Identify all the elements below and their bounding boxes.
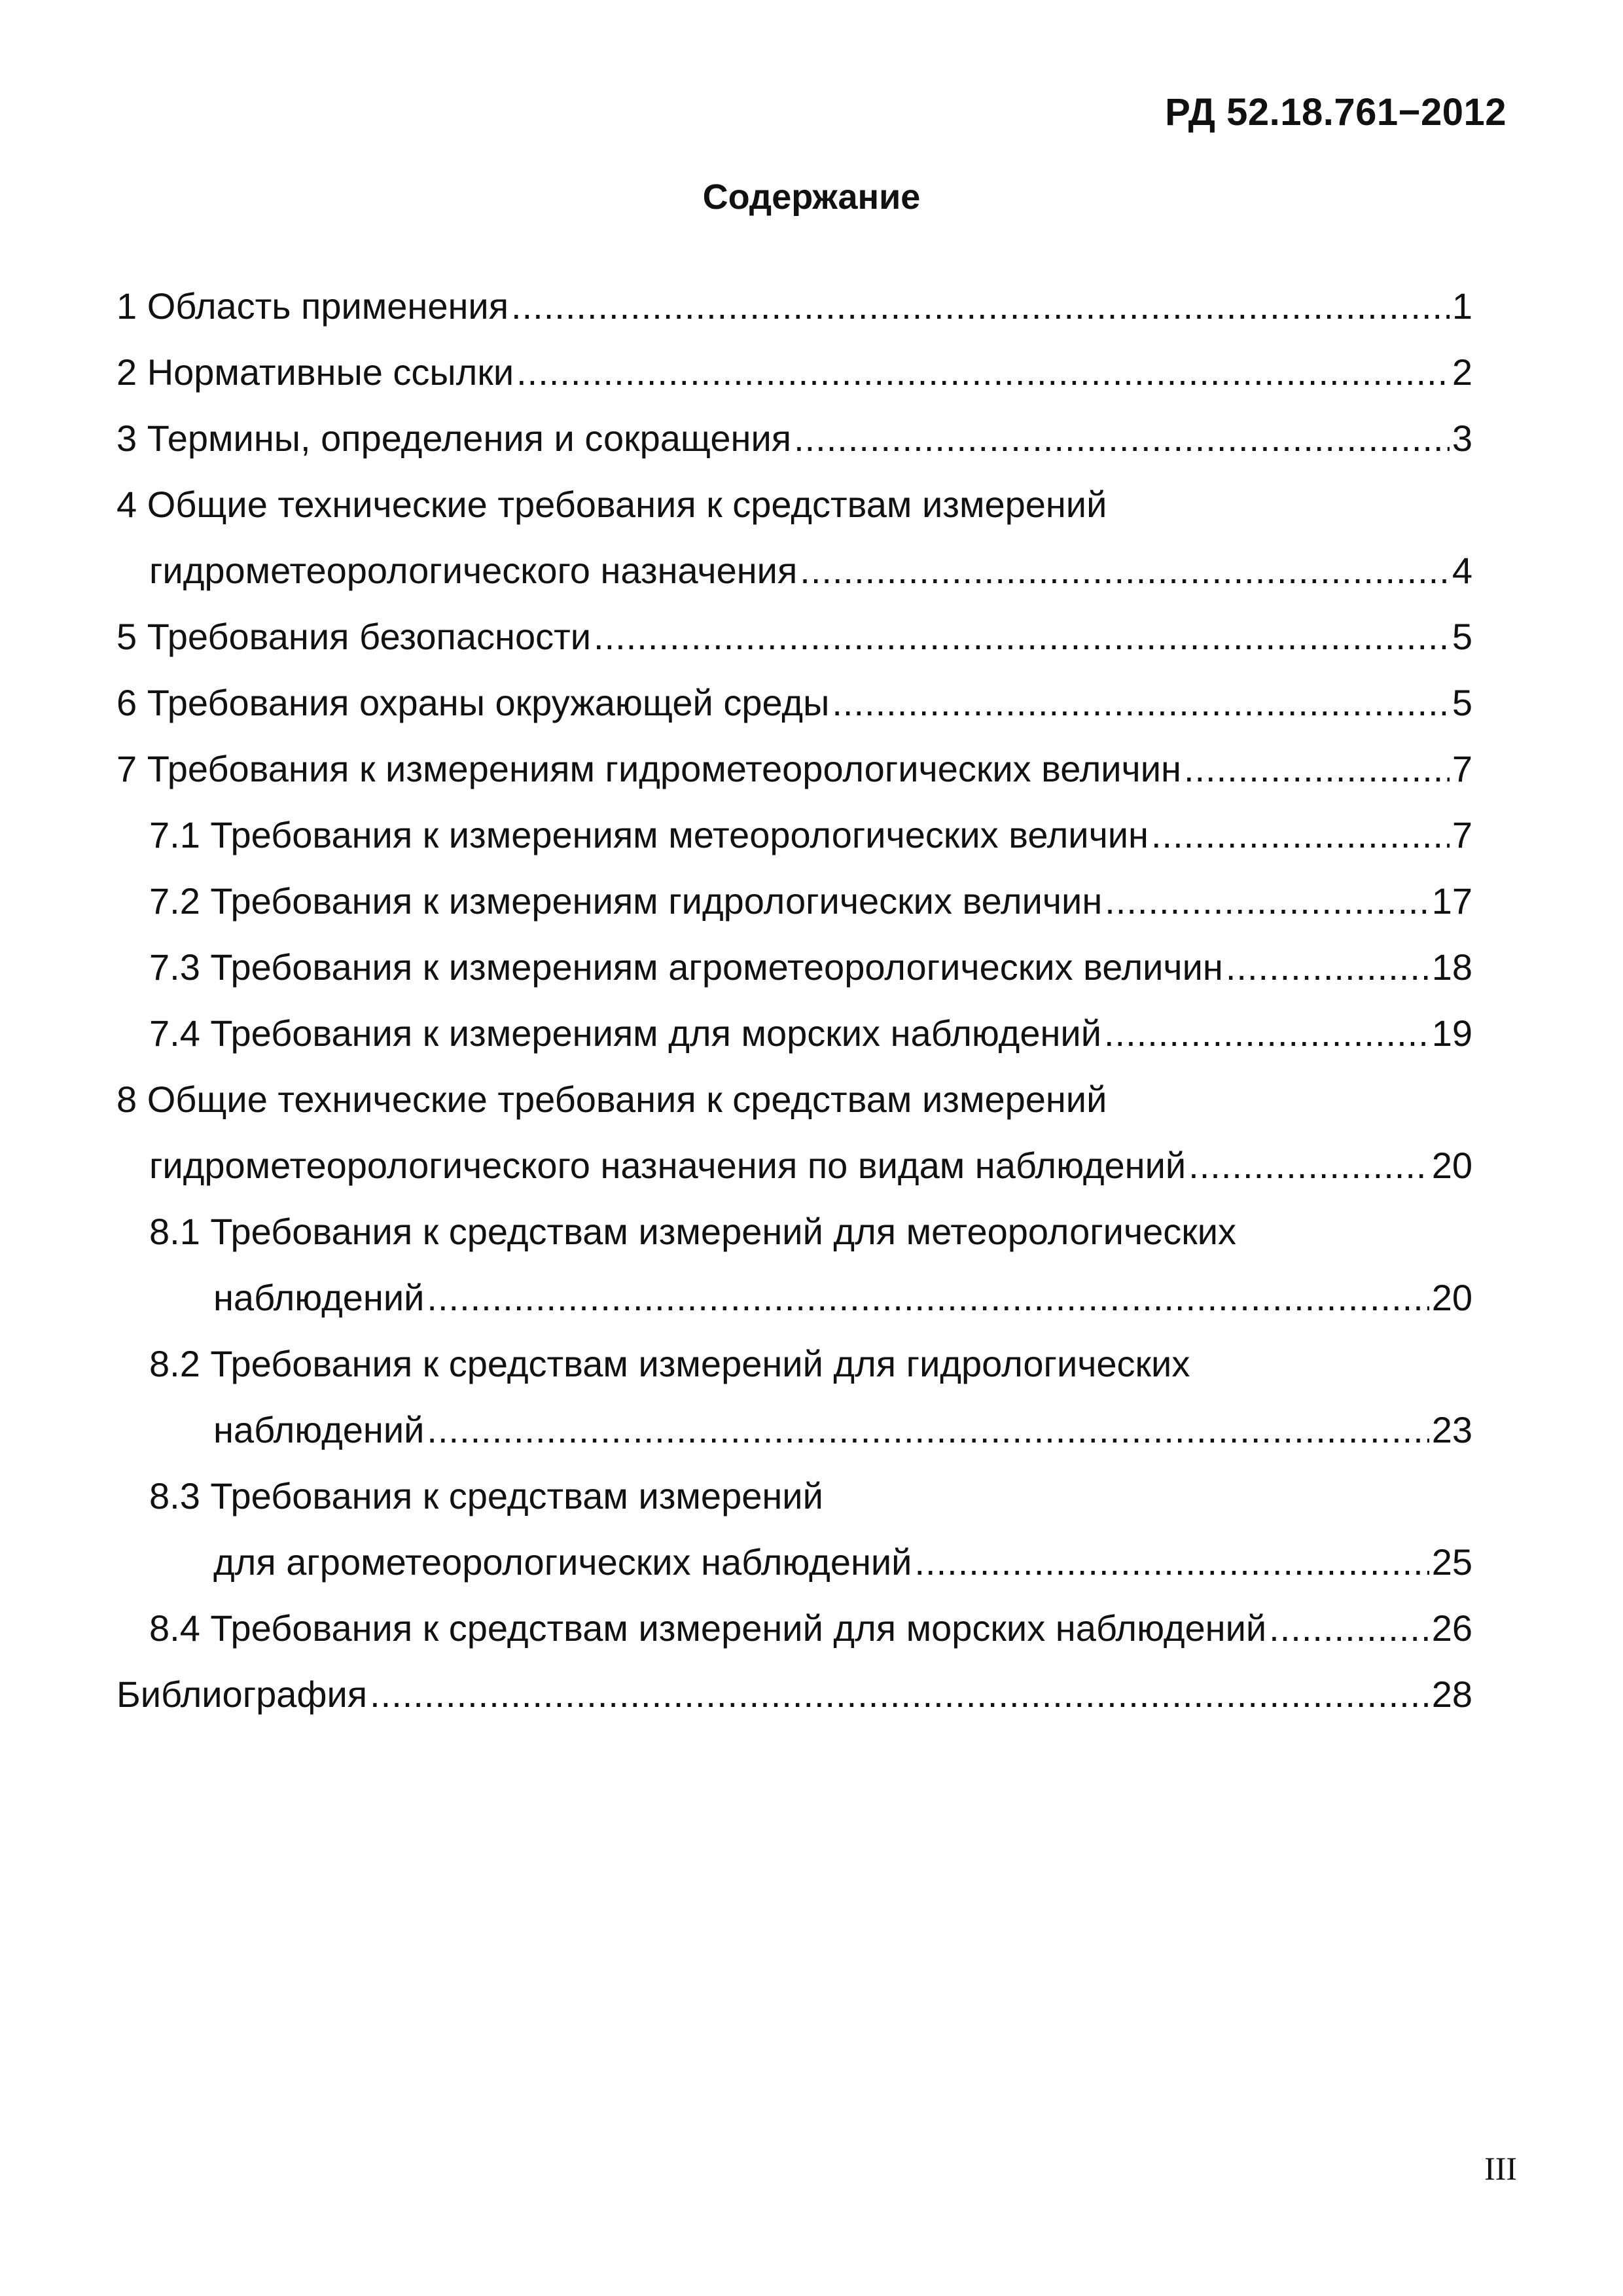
toc-entry-title: наблюдений [213, 1277, 425, 1318]
toc-entry[interactable] [116, 416, 1472, 461]
toc-entry[interactable] [213, 1539, 1472, 1585]
toc-entry-title: гидрометеорологического назначения [149, 550, 798, 591]
toc-entry[interactable] [149, 812, 1472, 858]
toc-entry-page: 2 [1452, 351, 1472, 393]
toc-entry-page: 20 [1431, 1277, 1472, 1318]
toc-entry-page: 18 [1431, 946, 1472, 988]
toc-entry-page: 25 [1431, 1541, 1472, 1583]
toc-entry-page: 23 [1431, 1409, 1472, 1450]
toc-leader-dots [516, 350, 1450, 395]
toc-entry[interactable] [149, 1143, 1472, 1189]
toc-entry[interactable] [116, 614, 1472, 660]
toc-entry-page: 5 [1452, 682, 1472, 723]
toc-entry-page: 20 [1431, 1145, 1472, 1186]
toc-entry[interactable] [149, 1011, 1472, 1056]
toc-entry-page: 1 [1452, 285, 1472, 327]
toc-entry[interactable] [149, 1209, 1472, 1255]
toc-entry-page: 7 [1452, 814, 1472, 855]
toc-entry-page: 17 [1431, 880, 1472, 922]
toc-entry-page: 26 [1431, 1607, 1472, 1649]
toc-leader-dots [914, 1539, 1429, 1585]
toc-entry-title: 2 Нормативные ссылки [116, 351, 514, 393]
toc-leader-dots [1269, 1605, 1429, 1651]
toc-leader-dots [800, 548, 1450, 594]
toc-entry[interactable] [213, 1407, 1472, 1453]
toc-entry-title: 8 Общие технические требования к средствам измерений [116, 1079, 1107, 1120]
toc-heading: Содержание [702, 177, 921, 217]
toc-entry[interactable] [149, 878, 1472, 924]
toc-entry[interactable] [116, 1672, 1472, 1717]
toc-entry-page: 4 [1452, 550, 1472, 591]
toc-leader-dots [794, 416, 1450, 461]
toc-entry-title: 8.3 Требования к средствам измерений [149, 1475, 823, 1516]
toc-entry-page: 5 [1452, 616, 1472, 657]
toc-entry-title: 4 Общие технические требования к средствам измерений [116, 484, 1107, 525]
toc-entry-title: 7.1 Требования к измерениям метеорологических величин [149, 814, 1149, 855]
page-number: III [1484, 2150, 1517, 2187]
toc-entry[interactable] [149, 944, 1472, 990]
toc-leader-dots [1105, 878, 1429, 924]
toc-leader-dots [594, 614, 1450, 660]
toc-entry[interactable] [116, 350, 1472, 395]
toc-entry[interactable] [149, 548, 1472, 594]
toc-entry[interactable] [213, 1275, 1472, 1321]
toc-leader-dots [511, 283, 1450, 329]
toc-entry[interactable] [116, 283, 1472, 329]
toc-entry-title: 8.2 Требования к средствам измерений для гидрологических [149, 1343, 1190, 1384]
toc-leader-dots [1151, 812, 1450, 858]
toc-entry-title: Библиография [116, 1674, 368, 1715]
toc-entry[interactable] [149, 1473, 1472, 1519]
toc-entry[interactable] [116, 1077, 1472, 1122]
toc-entry[interactable] [149, 1605, 1472, 1651]
toc-entry-title: 5 Требования безопасности [116, 616, 592, 657]
toc-entry[interactable] [149, 1341, 1472, 1387]
toc-leader-dots [370, 1672, 1429, 1717]
toc-entry-title: гидрометеорологического назначения по видам наблюдений [149, 1145, 1186, 1186]
toc-entry-title: наблюдений [213, 1409, 425, 1450]
toc-entry-title: 7.4 Требования к измерениям для морских наблюдений [149, 1013, 1101, 1054]
toc-entry-title: 8.4 Требования к средствам измерений для морских наблюдений [149, 1607, 1267, 1649]
toc-entry-title: для агрометеорологических наблюдений [213, 1541, 912, 1583]
toc-entry[interactable] [116, 746, 1472, 792]
toc-entry[interactable] [116, 482, 1472, 528]
toc-entry-page: 7 [1452, 748, 1472, 789]
toc-leader-dots [1104, 1011, 1429, 1056]
toc-entry-title: 8.1 Требования к средствам измерений для метеорологических [149, 1211, 1237, 1252]
toc-leader-dots [427, 1407, 1429, 1453]
toc-entry-title: 3 Термины, определения и сокращения [116, 418, 792, 459]
toc-leader-dots [1226, 944, 1429, 990]
toc-entry-page: 3 [1452, 418, 1472, 459]
toc-leader-dots [1184, 746, 1450, 792]
toc-entry-title: 7.2 Требования к измерениям гидрологических величин [149, 880, 1103, 922]
toc-entry-title: 7.3 Требования к измерениям агрометеорологических величин [149, 946, 1223, 988]
toc-leader-dots [832, 680, 1449, 726]
toc-entry-title: 6 Требования охраны окружающей среды [116, 682, 830, 723]
document-code: РД 52.18.761−2012 [1165, 91, 1507, 134]
toc-entry-title: 7 Требования к измерениям гидрометеорологических величин [116, 748, 1181, 789]
toc-entry[interactable] [116, 680, 1472, 726]
toc-leader-dots [427, 1275, 1429, 1321]
toc-leader-dots [1188, 1143, 1429, 1189]
toc-entry-page: 19 [1431, 1013, 1472, 1054]
toc-entry-title: 1 Область применения [116, 285, 509, 327]
toc-entry-page: 28 [1431, 1674, 1472, 1715]
